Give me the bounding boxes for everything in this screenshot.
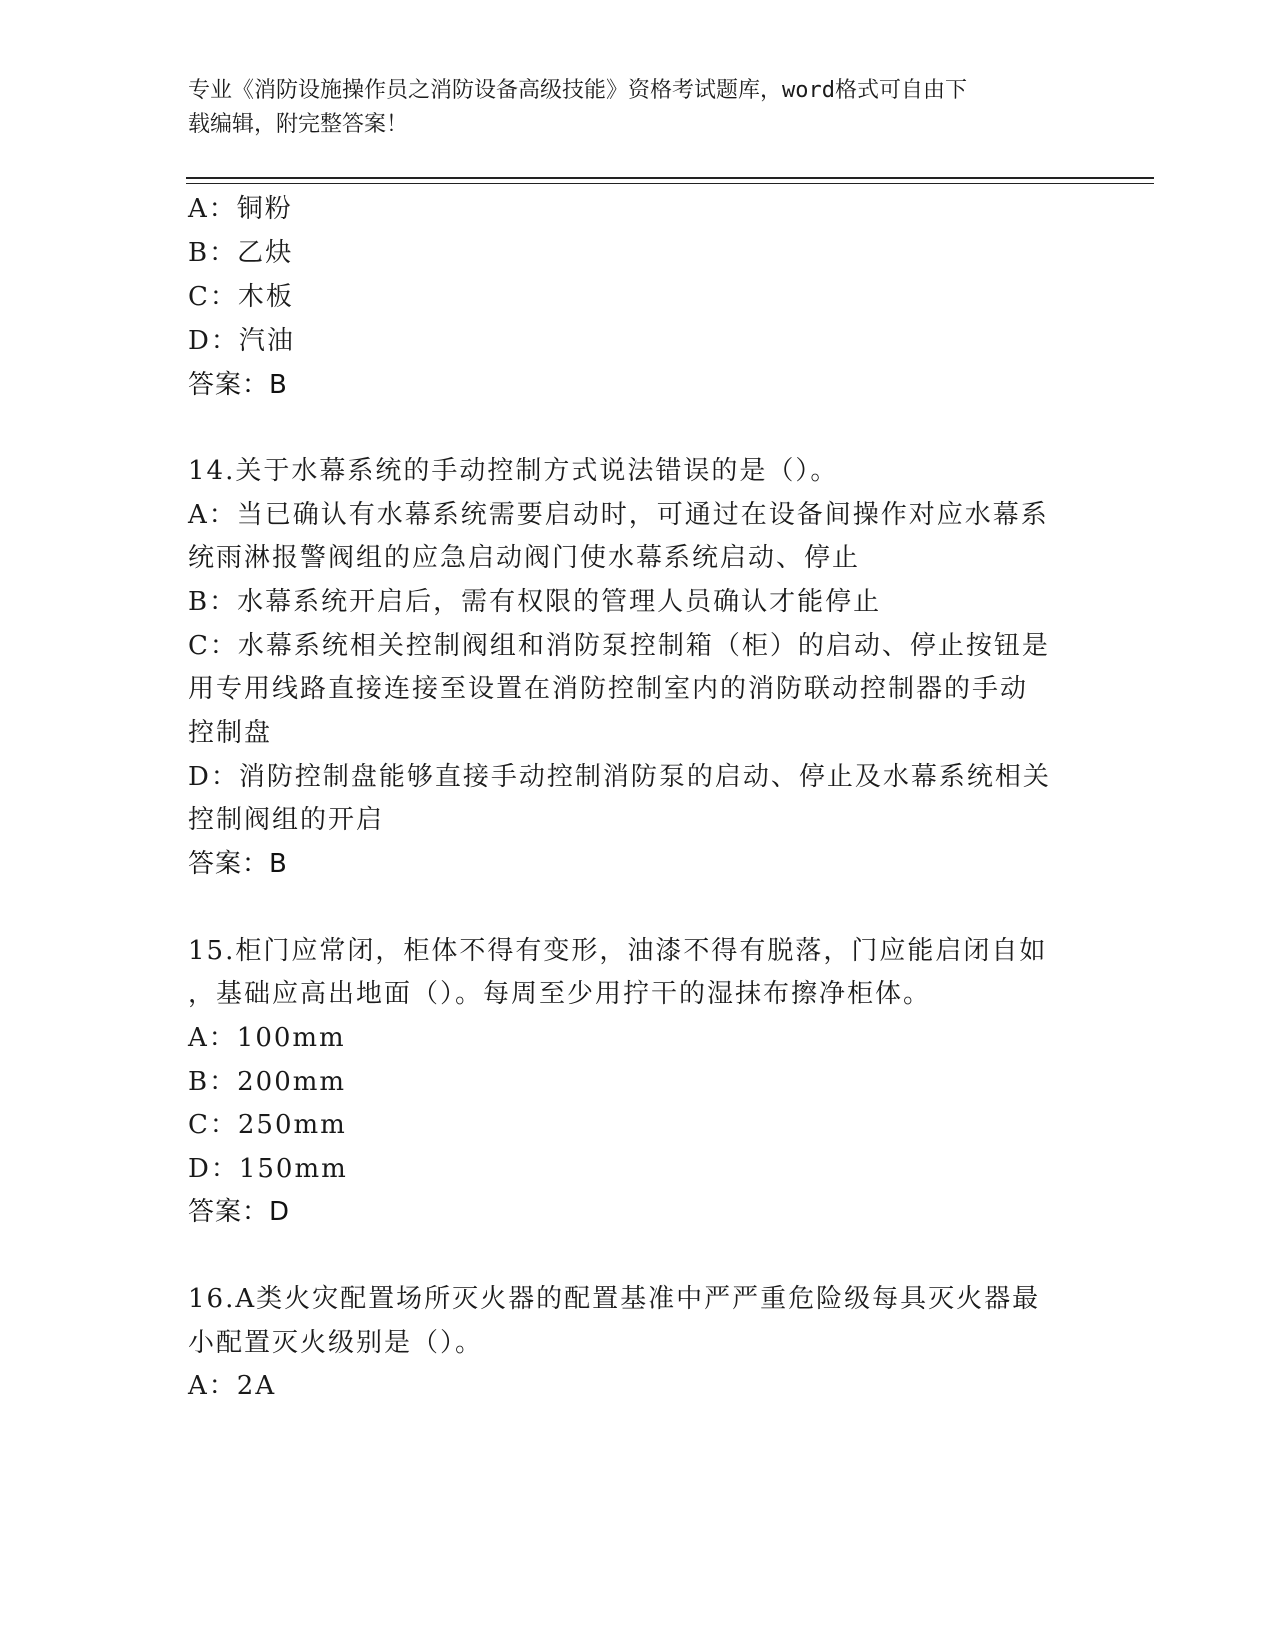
q16-option-a: A：2A bbox=[188, 1371, 277, 1401]
q15-option-d: D：150mm bbox=[188, 1154, 348, 1184]
q14-answer: 答案：B bbox=[188, 849, 288, 879]
q13-option-a: A：铜粉 bbox=[188, 194, 293, 224]
header-divider-thick bbox=[186, 177, 1154, 179]
header-divider-thin bbox=[186, 183, 1154, 184]
q14-option-d-line-1: D：消防控制盘能够直接手动控制消防泵的启动、停止及水幕系统相关 bbox=[188, 762, 1051, 792]
q15-answer: 答案：D bbox=[188, 1197, 291, 1227]
q15-question-line-2: ，基础应高出地面（）。每周至少用拧干的湿抹布擦净柜体。 bbox=[188, 979, 932, 1009]
q13-option-d: D：汽油 bbox=[188, 326, 295, 356]
q16-question-line-2: 小配置灭火级别是（）。 bbox=[188, 1328, 484, 1358]
q14-option-d-line-2: 控制阀组的开启 bbox=[188, 805, 385, 835]
q13-option-c: C：木板 bbox=[188, 282, 294, 312]
q14-option-a-line-2: 统雨淋报警阀组的应急启动阀门使水幕系统启动、停止 bbox=[188, 543, 861, 573]
q14-option-c-line-1: C：水幕系统相关控制阀组和消防泵控制箱（柜）的启动、停止按钮是 bbox=[188, 631, 1050, 661]
q14-option-c-line-3: 控制盘 bbox=[188, 718, 273, 748]
q13-option-b: B：乙炔 bbox=[188, 238, 294, 268]
q16-question-line-1: 16.A类火灾配置场所灭火器的配置基准中严严重危险级每具灭火器最 bbox=[188, 1284, 1041, 1314]
q14-question: 14.关于水幕系统的手动控制方式说法错误的是（）。 bbox=[188, 456, 839, 486]
q15-option-b: B：200mm bbox=[188, 1067, 347, 1097]
q14-option-a-line-1: A：当已确认有水幕系统需要启动时，可通过在设备间操作对应水幕系 bbox=[188, 500, 1049, 530]
document-header bbox=[188, 74, 1068, 142]
q15-question-line-1: 15.柜门应常闭，柜体不得有变形，油漆不得有脱落，门应能启闭自如 bbox=[188, 936, 1048, 966]
q13-answer: 答案：B bbox=[188, 370, 288, 400]
header-line-1: 专业《消防设施操作员之消防设备高级技能》资格考试题库，word格式可自由下 bbox=[188, 78, 967, 103]
q15-option-c: C：250mm bbox=[188, 1110, 347, 1140]
q14-option-c-line-2: 用专用线路直接连接至设置在消防控制室内的消防联动控制器的手动 bbox=[188, 674, 1029, 704]
q15-option-a: A：100mm bbox=[188, 1023, 346, 1053]
q14-option-b: B：水幕系统开启后，需有权限的管理人员确认才能停止 bbox=[188, 587, 882, 617]
header-line-2: 载编辑，附完整答案！ bbox=[188, 112, 409, 137]
